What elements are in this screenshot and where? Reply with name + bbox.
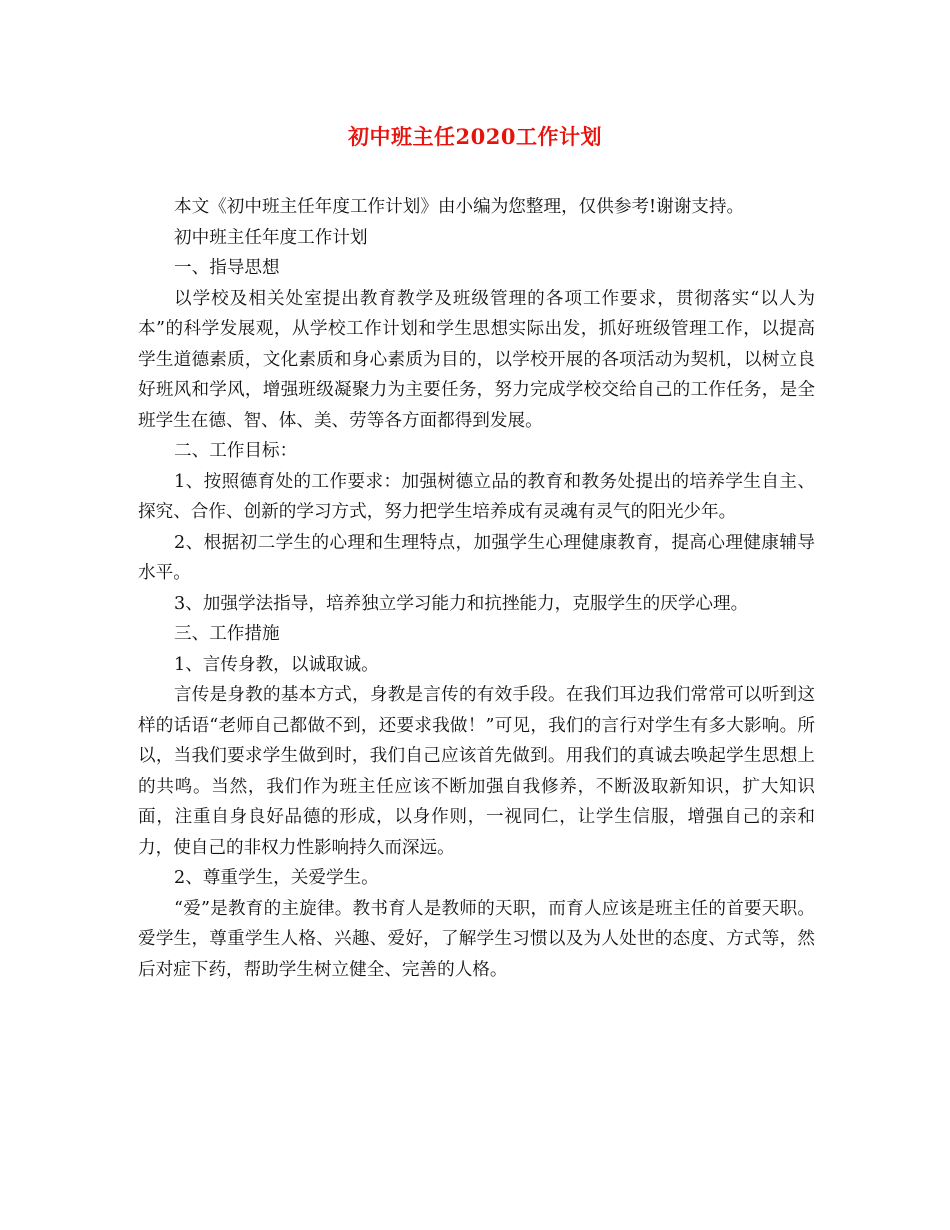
measure-heading-1: 1、言传身教，以诚取诚。 [174, 654, 379, 675]
guiding-ideology-paragraph: 以学校及相关处室提出教育教学及班级管理的各项工作要求，贯彻落实“以人为本”的科学发展观，从学校工作计划和学生思想实际出发，抓好班级管理工作，以提高学生道德素质，文化素质和身心素质为目的，以学校开展的各项活动为契机，以树立良好班风和学风，增强班级凝聚力为主要任务，努力完成学校交给自己的工作任务，是全班学生在德、智、体、美、劳等各方面都得到发展。 [138, 288, 815, 431]
goal-item-2: 2、根据初二学生的心理和生理特点，加强学生心理健康教育，提高心理健康辅导水平。 [138, 532, 815, 583]
document-title: 初中班主任2020工作计划 [348, 124, 602, 149]
measure-paragraph-2: “爱”是教育的主旋律。教书育人是教师的天职，而育人应该是班主任的首要天职。爱学生，尊重学生人格、兴趣、爱好，了解学生习惯以及为人处世的态度、方式等，然后对症下药，帮助学生树立健全、完善的人格。 [138, 898, 815, 980]
measure-paragraph-1: 言传是身教的基本方式，身教是言传的有效手段。在我们耳边我们常常可以听到这样的话语“老师自己都做不到，还要求我做！”可见，我们的言行对学生有多大影响。所以，当我们要求学生做到时，我们自己应该首先做到。用我们的真诚去唤起学生思想上的共鸣。当然，我们作为班主任应该不断加强自我修养，不断汲取新知识，扩大知识面，注重自身良好品德的形成，以身作则，一视同仁，让学生信服，增强自己的亲和力，使自己的非权力性影响持久而深远。 [138, 685, 815, 858]
measure-heading-2: 2、尊重学生，关爱学生。 [174, 868, 379, 888]
intro-paragraph: 本文《初中班主任年度工作计划》由小编为您整理，仅供参考!谢谢支持。 [174, 197, 745, 217]
section-heading-3: 三、工作措施 [174, 624, 280, 644]
goal-item-3: 3、加强学法指导，培养独立学习能力和抗挫能力，克服学生的厌学心理。 [174, 593, 749, 614]
section-heading-1: 一、指导思想 [174, 258, 280, 278]
section-heading-2: 二、工作目标： [174, 441, 298, 461]
goal-item-1: 1、按照德育处的工作要求：加强树德立品的教育和教务处提出的培养学生自主、探究、合作、创新的学习方式，努力把学生培养成有灵魂有灵气的阳光少年。 [138, 471, 815, 522]
subtitle-paragraph: 初中班主任年度工作计划 [174, 227, 368, 248]
document-body [138, 192, 815, 985]
